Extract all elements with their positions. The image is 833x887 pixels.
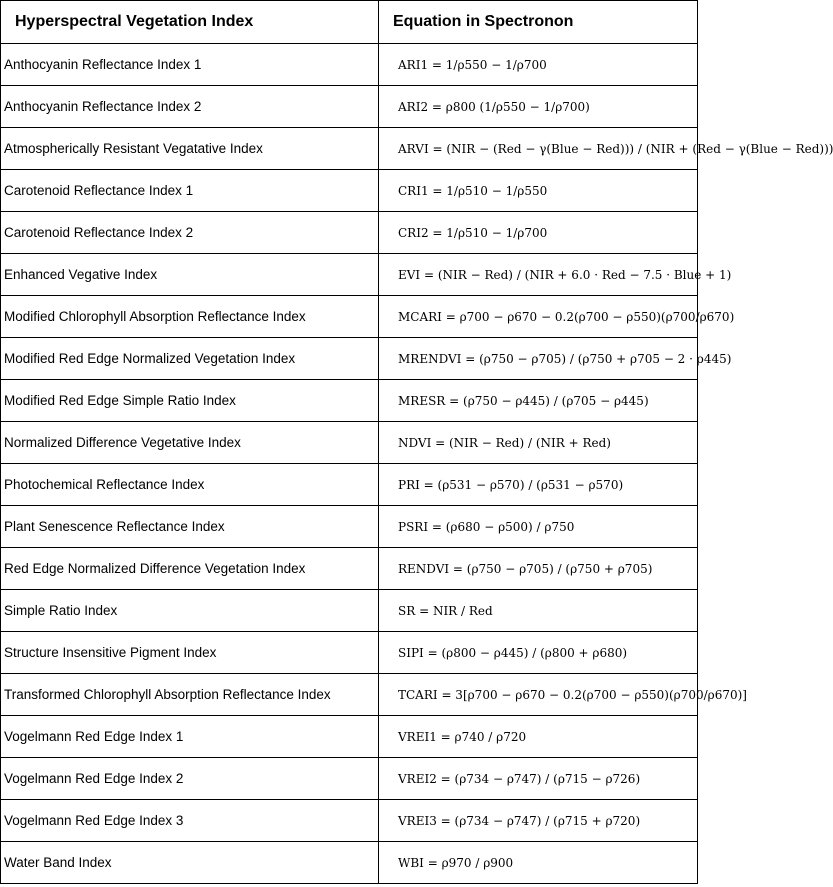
index-equation: WBI = ρ970 / ρ900 bbox=[379, 842, 698, 884]
index-equation: MRENDVI = (ρ750 − ρ705) / (ρ750 + ρ705 − 2 · ρ445) bbox=[379, 338, 698, 380]
table-row bbox=[1, 464, 698, 506]
table-row bbox=[1, 674, 698, 716]
index-name: Modified Red Edge Simple Ratio Index bbox=[1, 380, 379, 422]
index-name: Water Band Index bbox=[1, 842, 379, 884]
table-row bbox=[1, 422, 698, 464]
table-row bbox=[1, 338, 698, 380]
table-row bbox=[1, 44, 698, 86]
index-equation: CRI1 = 1/ρ510 − 1/ρ550 bbox=[379, 170, 698, 212]
table-row bbox=[1, 212, 698, 254]
index-equation: EVI = (NIR − Red) / (NIR + 6.0 · Red − 7.5 · Blue + 1) bbox=[379, 254, 698, 296]
index-equation: ARVI = (NIR − (Red − γ(Blue − Red))) / (NIR + (Red − γ(Blue − Red))) bbox=[379, 128, 698, 170]
index-name: Photochemical Reflectance Index bbox=[1, 464, 379, 506]
index-name: Structure Insensitive Pigment Index bbox=[1, 632, 379, 674]
table-row bbox=[1, 548, 698, 590]
index-equation: VREI2 = (ρ734 − ρ747) / (ρ715 − ρ726) bbox=[379, 758, 698, 800]
index-equation: RENDVI = (ρ750 − ρ705) / (ρ750 + ρ705) bbox=[379, 548, 698, 590]
index-equation: SIPI = (ρ800 − ρ445) / (ρ800 + ρ680) bbox=[379, 632, 698, 674]
index-name: Vogelmann Red Edge Index 1 bbox=[1, 716, 379, 758]
index-name: Modified Red Edge Normalized Vegetation Index bbox=[1, 338, 379, 380]
index-equation: NDVI = (NIR − Red) / (NIR + Red) bbox=[379, 422, 698, 464]
table-row bbox=[1, 800, 698, 842]
index-name: Carotenoid Reflectance Index 2 bbox=[1, 212, 379, 254]
index-equation: ARI1 = 1/ρ550 − 1/ρ700 bbox=[379, 44, 698, 86]
table-body bbox=[1, 44, 833, 884]
index-name: Anthocyanin Reflectance Index 1 bbox=[1, 44, 379, 86]
header-index: Hyperspectral Vegetation Index bbox=[1, 1, 379, 44]
table-row bbox=[1, 632, 698, 674]
index-name: Enhanced Vegative Index bbox=[1, 254, 379, 296]
header-equation: Equation in Spectronon bbox=[379, 1, 698, 44]
index-name: Atmospherically Resistant Vegatative Index bbox=[1, 128, 379, 170]
table-row bbox=[1, 758, 698, 800]
index-name: Anthocyanin Reflectance Index 2 bbox=[1, 86, 379, 128]
index-equation: MCARI = ρ700 − ρ670 − 0.2(ρ700 − ρ550)(ρ700/ρ670) bbox=[379, 296, 698, 338]
index-equation: MRESR = (ρ750 − ρ445) / (ρ705 − ρ445) bbox=[379, 380, 698, 422]
table-row bbox=[1, 170, 698, 212]
index-name: Normalized Difference Vegetative Index bbox=[1, 422, 379, 464]
header-row bbox=[1, 1, 698, 44]
index-name: Red Edge Normalized Difference Vegetation Index bbox=[1, 548, 379, 590]
table-row bbox=[1, 590, 698, 632]
table-row bbox=[1, 254, 698, 296]
index-equation: PRI = (ρ531 − ρ570) / (ρ531 − ρ570) bbox=[379, 464, 698, 506]
index-name: Transformed Chlorophyll Absorption Reflectance Index bbox=[1, 674, 379, 716]
index-name: Modified Chlorophyll Absorption Reflectance Index bbox=[1, 296, 379, 338]
index-equation: CRI2 = 1/ρ510 − 1/ρ700 bbox=[379, 212, 698, 254]
index-name: Simple Ratio Index bbox=[1, 590, 379, 632]
index-equation: VREI1 = ρ740 / ρ720 bbox=[379, 716, 698, 758]
index-name: Plant Senescence Reflectance Index bbox=[1, 506, 379, 548]
index-name: Carotenoid Reflectance Index 1 bbox=[1, 170, 379, 212]
index-equation: ARI2 = ρ800 (1/ρ550 − 1/ρ700) bbox=[379, 86, 698, 128]
index-equation: PSRI = (ρ680 − ρ500) / ρ750 bbox=[379, 506, 698, 548]
table-row bbox=[1, 716, 698, 758]
table-row bbox=[1, 380, 698, 422]
table-row bbox=[1, 86, 698, 128]
index-equation: TCARI = 3[ρ700 − ρ670 − 0.2(ρ700 − ρ550)(ρ700/ρ670)] bbox=[379, 674, 698, 716]
table-row bbox=[1, 128, 698, 170]
index-name: Vogelmann Red Edge Index 2 bbox=[1, 758, 379, 800]
table-row bbox=[1, 296, 698, 338]
index-equation: SR = NIR / Red bbox=[379, 590, 698, 632]
table-row bbox=[1, 842, 698, 884]
table-row bbox=[1, 506, 698, 548]
index-name: Vogelmann Red Edge Index 3 bbox=[1, 800, 379, 842]
index-equation: VREI3 = (ρ734 − ρ747) / (ρ715 + ρ720) bbox=[379, 800, 698, 842]
